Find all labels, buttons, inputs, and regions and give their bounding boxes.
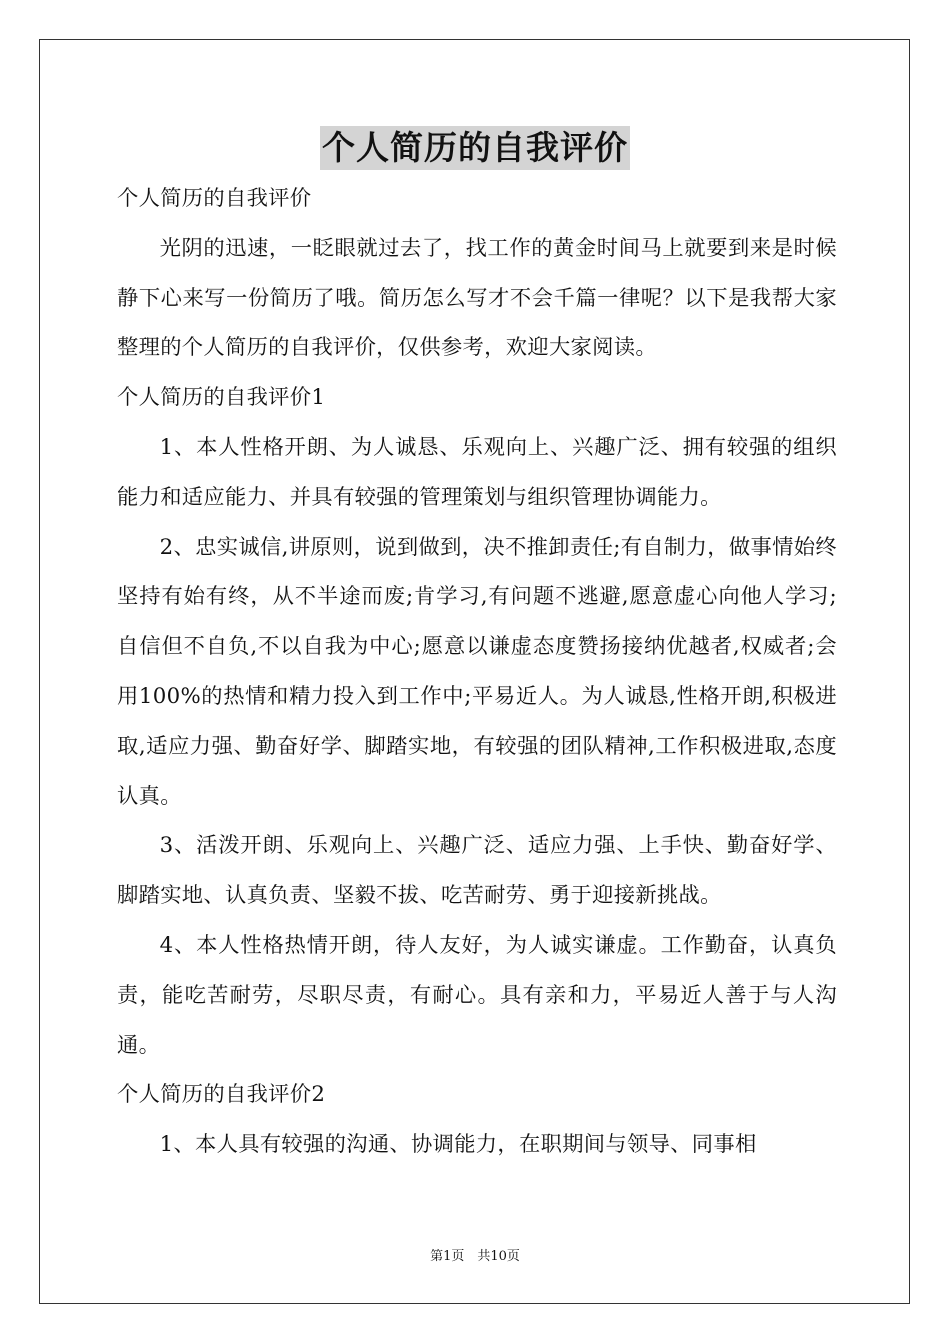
document-body: [117, 174, 837, 1170]
section-heading: 个人简历的自我评价: [117, 186, 312, 211]
body-paragraph: 2、忠实诚信,讲原则，说到做到，决不推卸责任;有自制力，做事情始终坚持有始有终，从不半途而废;肯学习,有问题不逃避,愿意虚心向他人学习;自信但不自负,不以自我为中心;愿意以谦虚态度赞扬接纳优越者,权威者;会用100%的热情和精力投入到工作中;平易近人。为人诚恳,性格开朗,积极进取,适应力强、勤奋好学、脚踏实地，有较强的团队精神,工作积极进取,态度认真。: [117, 534, 837, 809]
section-heading: 个人简历的自我评价1: [117, 385, 326, 411]
page-footer: [0, 1248, 950, 1266]
body-paragraph: 3、活泼开朗、乐观向上、兴趣广泛、适应力强、上手快、勤奋好学、脚踏实地、认真负责、坚毅不拔、吃苦耐劳、勇于迎接新挑战。: [117, 833, 837, 909]
section-heading: 个人简历的自我评价2: [117, 1082, 326, 1108]
page-number: 第1页 共10页: [430, 1249, 520, 1264]
body-paragraph: 1、本人性格开朗、为人诚恳、乐观向上、兴趣广泛、拥有较强的组织能力和适应能力、并具有较强的管理策划与组织管理协调能力。: [117, 434, 837, 510]
body-paragraph: 4、本人性格热情开朗，待人友好，为人诚实谦虚。工作勤奋，认真负责，能吃苦耐劳，尽职尽责，有耐心。具有亲和力，平易近人善于与人沟通。: [117, 932, 837, 1058]
title-container: [0, 126, 950, 170]
intro-paragraph: 光阴的迅速，一眨眼就过去了，找工作的黄金时间马上就要到来是时候静下心来写一份简历了哦。简历怎么写才不会千篇一律呢？以下是我帮大家整理的个人简历的自我评价，仅供参考，欢迎大家阅读。: [117, 235, 837, 361]
document-title: 个人简历的自我评价: [320, 126, 630, 170]
body-paragraph: 1、本人具有较强的沟通、协调能力，在职期间与领导、同事相: [159, 1132, 757, 1158]
